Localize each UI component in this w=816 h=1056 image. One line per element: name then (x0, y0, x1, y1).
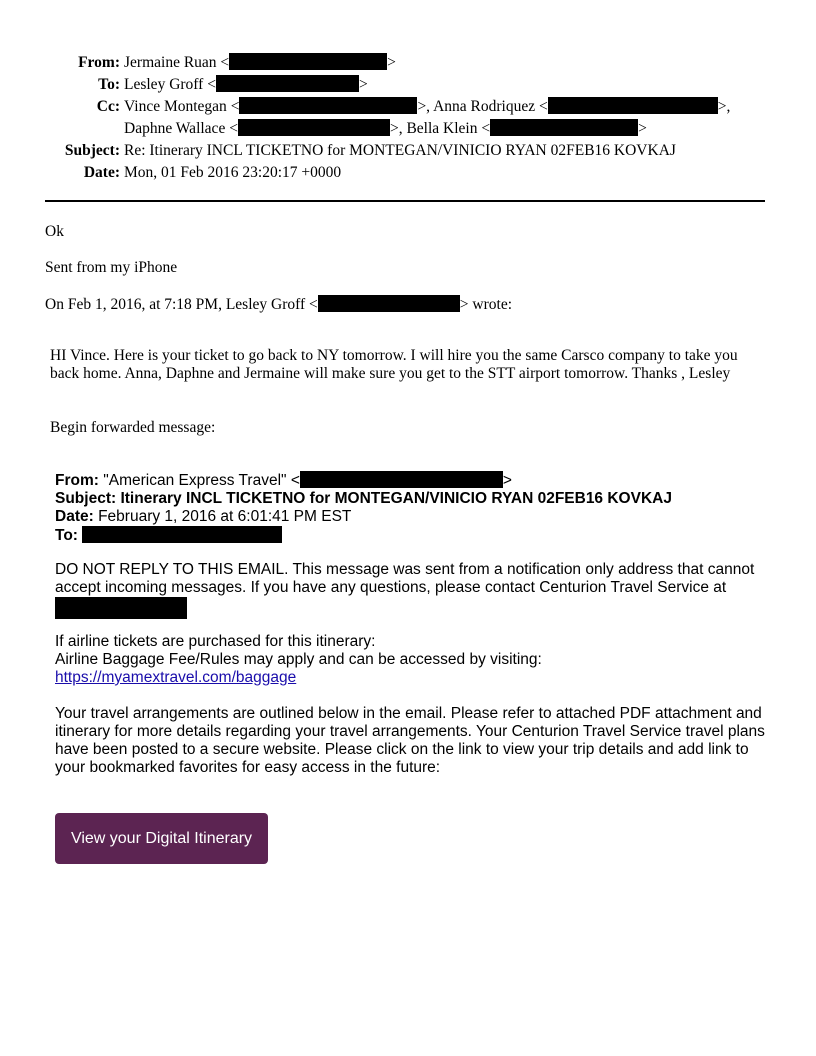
redacted-email (82, 526, 282, 543)
lesley-message: HI Vince. Here is your ticket to go back to NY tomorrow. I will hire you the same Carsco company to take you back home. Anna, Daphne and Jermaine will make sure you get to the STT airport tomorrow. Thanks , Lesley (50, 347, 738, 382)
begin-forwarded: Begin forwarded message: (50, 419, 216, 436)
airline-line-1: If airline tickets are purchased for this itinerary: (55, 633, 376, 650)
airline-line-2: Airline Baggage Fee/Rules may apply and can be accessed by visiting: (55, 651, 542, 668)
redacted-email (318, 295, 460, 312)
cc-row: Cc: Vince Montegan < >, Anna Rodriquez < >, Daphne Wallace < >, Bella Klein < > (40, 96, 780, 140)
subject-text: Re: Itinerary INCL TICKETNO for MONTEGAN/VINICIO RYAN 02FEB16 KOVKAJ (124, 142, 676, 159)
subject-label: Subject: (64, 142, 120, 159)
cc-name: Daphne Wallace (124, 120, 226, 137)
redacted-email (300, 471, 503, 488)
date-label: Date: (83, 164, 120, 181)
redacted-email (490, 119, 638, 136)
from-row: From: Jermaine Ruan < > (40, 52, 780, 74)
subject-row (40, 140, 780, 162)
view-digital-itinerary-button[interactable]: View your Digital Itinerary (55, 813, 268, 864)
redacted-email (216, 75, 359, 92)
reply-text: Ok (45, 223, 64, 240)
arrangements-paragraph: Your travel arrangements are outlined below in the email. Please refer to attached PDF attachment and itinerary for more details regarding your travel arrangements. Your Centurion Travel Service travel plans have been posted to a secure website. Please click on the link to view your trip details and add link to your bookmarked favorites for easy access in the future: (55, 705, 765, 776)
date-text: Mon, 01 Feb 2016 23:20:17 +0000 (124, 164, 342, 181)
cc-name: Vince Montegan (124, 98, 227, 115)
redacted-email (548, 97, 718, 114)
baggage-paragraph (55, 633, 765, 687)
notice-paragraph (55, 561, 765, 619)
fwd-from-value: "American Express Travel" < (103, 472, 300, 489)
fwd-date-row (55, 508, 765, 526)
fwd-date-text: February 1, 2016 at 6:01:41 PM EST (98, 508, 352, 525)
fwd-date-label: Date: (55, 508, 94, 525)
cc-label: Cc: (96, 98, 120, 115)
fwd-subject-row (55, 490, 765, 508)
from-label: From: (78, 54, 120, 71)
to-name: Lesley Groff (124, 76, 204, 93)
quote-intro (45, 295, 512, 314)
to-label: To: (98, 76, 120, 93)
signature-text: Sent from my iPhone (45, 259, 178, 276)
to-row: To: Lesley Groff < > (40, 74, 780, 96)
quote-intro-pre: On Feb 1, 2016, at 7:18 PM, Lesley Groff < (45, 296, 318, 313)
fwd-to-row (55, 526, 765, 545)
fwd-from-row: From: "American Express Travel" < > (55, 472, 512, 489)
baggage-link[interactable]: https://myamextravel.com/baggage (55, 669, 297, 686)
cc-name: Anna Rodriquez (433, 98, 536, 115)
forwarded-header (55, 471, 765, 545)
redacted-email (238, 119, 390, 136)
date-row (40, 162, 780, 184)
email-header (40, 52, 780, 184)
fwd-subject-label: Subject: (55, 490, 117, 507)
quote-intro-post: > wrote: (459, 296, 513, 313)
redacted-email (229, 53, 387, 70)
fwd-to-label: To: (55, 527, 78, 544)
redacted-email (239, 97, 417, 114)
notice-text: DO NOT REPLY TO THIS EMAIL. This message was sent from a notification only address that cannot accept incoming messages. If you have any questions, please contact Centurion Travel Service at (55, 561, 755, 596)
redacted-phone (55, 597, 187, 619)
cc-name: Bella Klein (406, 120, 478, 137)
fwd-subject-text: Itinerary INCL TICKETNO for MONTEGAN/VINICIO RYAN 02FEB16 KOVKAJ (120, 490, 672, 507)
header-divider (45, 200, 765, 202)
from-name: Jermaine Ruan (124, 54, 217, 71)
fwd-from-label: From: (55, 472, 99, 489)
